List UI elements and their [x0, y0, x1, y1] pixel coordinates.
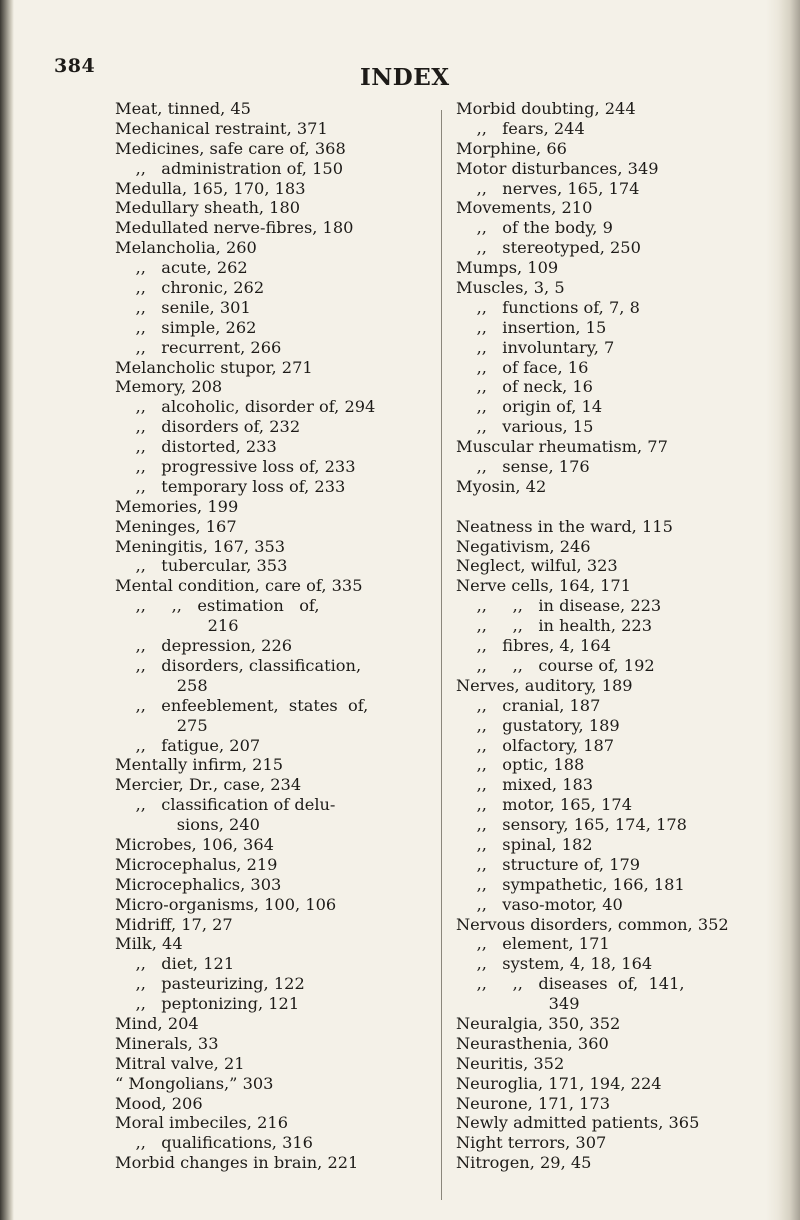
- index-entry: ,, distorted, 233: [115, 437, 277, 457]
- index-entry: ,, olfactory, 187: [456, 735, 615, 755]
- index-entry: ,, element, 171: [456, 934, 610, 954]
- index-entry: ,, acute, 262: [115, 258, 248, 278]
- index-entry: ,, depression, 226: [115, 636, 293, 656]
- index-entry: Negativism, 246: [456, 536, 591, 556]
- index-entry: Mental condition, care of, 335: [115, 576, 363, 596]
- index-entry: ,, fibres, 4, 164: [456, 636, 611, 656]
- index-entry: ,, recurrent, 266: [115, 337, 282, 357]
- index-entry: Morphine, 66: [456, 138, 567, 158]
- index-entry: Microcephalics, 303: [115, 874, 282, 894]
- index-entry: ,, temporary loss of, 233: [115, 476, 346, 496]
- index-entry: ,, disorders, classification,: [115, 655, 362, 675]
- index-entry: Midriff, 17, 27: [115, 914, 233, 934]
- index-entry: Newly admitted patients, 365: [456, 1113, 700, 1133]
- index-entry: ,, of face, 16: [456, 357, 589, 377]
- index-entry: ,, of neck, 16: [456, 377, 593, 397]
- index-entry: Minerals, 33: [115, 1033, 219, 1053]
- index-entry: ,, spinal, 182: [456, 834, 593, 854]
- index-entry: Nerves, auditory, 189: [456, 675, 633, 695]
- index-entry: ,, insertion, 15: [456, 317, 607, 337]
- index-entry: Nitrogen, 29, 45: [456, 1153, 592, 1173]
- index-entry: Neuroglia, 171, 194, 224: [456, 1073, 662, 1093]
- index-entry: ,, sense, 176: [456, 457, 590, 477]
- index-entry: ,, structure of, 179: [456, 854, 641, 874]
- index-entry: ,, ,, diseases of, 141,: [456, 974, 685, 994]
- index-entry: [456, 497, 776, 517]
- index-entry: sions, 240: [115, 815, 260, 835]
- index-entry: ,, qualifications, 316: [115, 1133, 313, 1153]
- index-entry: Milk, 44: [115, 934, 183, 954]
- index-entry: ,, senile, 301: [115, 297, 251, 317]
- index-entry: ,, ,, course of, 192: [456, 655, 655, 675]
- index-entry: Moral imbeciles, 216: [115, 1113, 288, 1133]
- index-entry: Mind, 204: [115, 1013, 199, 1033]
- index-entry: Neurasthenia, 360: [456, 1033, 609, 1053]
- index-entry: Muscular rheumatism, 77: [456, 437, 668, 457]
- index-entry: Mentally infirm, 215: [115, 755, 284, 775]
- index-entry: ,, simple, 262: [115, 317, 257, 337]
- index-column-left: [115, 99, 435, 1173]
- index-entry: Medullated nerve-fibres, 180: [115, 218, 354, 238]
- index-entry: Micro-organisms, 100, 106: [115, 894, 337, 914]
- index-entry: Medulla, 165, 170, 183: [115, 178, 306, 198]
- index-entry: 258: [115, 675, 208, 695]
- index-entry: ,, involuntary, 7: [456, 337, 615, 357]
- index-entry: ,, fears, 244: [456, 118, 585, 138]
- index-entry: Neurone, 171, 173: [456, 1093, 611, 1113]
- index-entry: Mumps, 109: [456, 258, 559, 278]
- index-entry: ,, functions of, 7, 8: [456, 297, 640, 317]
- index-entry: Mitral valve, 21: [115, 1053, 245, 1073]
- index-entry: Meningitis, 167, 353: [115, 536, 286, 556]
- index-entry: ,, origin of, 14: [456, 397, 603, 417]
- index-entry: ,, chronic, 262: [115, 278, 265, 298]
- index-entry: ,, system, 4, 18, 164: [456, 954, 653, 974]
- index-entry: Meat, tinned, 45: [115, 99, 251, 118]
- index-entry: Neuralgia, 350, 352: [456, 1013, 621, 1033]
- index-entry: ,, disorders of, 232: [115, 417, 301, 437]
- index-entry: ,, alcoholic, disorder of, 294: [115, 397, 376, 417]
- index-entry: ,, motor, 165, 174: [456, 795, 632, 815]
- index-entry: ,, ,, in disease, 223: [456, 596, 662, 616]
- index-entry: 349: [456, 994, 580, 1014]
- index-entry: ,, optic, 188: [456, 755, 585, 775]
- index-entry: Muscles, 3, 5: [456, 278, 565, 298]
- index-entry: Neatness in the ward, 115: [456, 516, 673, 536]
- index-entry: 216: [115, 616, 239, 636]
- index-entry: ,, sympathetic, 166, 181: [456, 874, 685, 894]
- index-entry: Neglect, wilful, 323: [456, 556, 618, 576]
- column-divider: [441, 110, 442, 1200]
- index-entry: ,, nerves, 165, 174: [456, 178, 640, 198]
- index-entry: Microcephalus, 219: [115, 854, 278, 874]
- index-entry: Mood, 206: [115, 1093, 203, 1113]
- index-entry: Morbid changes in brain, 221: [115, 1153, 359, 1173]
- index-entry: Nervous disorders, common, 352: [456, 914, 729, 934]
- index-entry: 275: [115, 715, 208, 735]
- index-entry: ,, of the body, 9: [456, 218, 613, 238]
- index-entry: Night terrors, 307: [456, 1133, 607, 1153]
- index-entry: ,, fatigue, 207: [115, 735, 261, 755]
- index-entry: ,, various, 15: [456, 417, 594, 437]
- index-entry: ,, enfeeblement, states of,: [115, 695, 369, 715]
- running-head: INDEX: [360, 64, 450, 91]
- page-shadow-left: [0, 0, 14, 1220]
- index-entry: ,, ,, estimation of,: [115, 596, 320, 616]
- index-entry: ,, peptonizing, 121: [115, 994, 300, 1014]
- index-entry: ,, mixed, 183: [456, 775, 594, 795]
- index-entry: ,, pasteurizing, 122: [115, 974, 305, 994]
- index-entry: “ Mongolians,” 303: [115, 1073, 274, 1093]
- index-entry: ,, progressive loss of, 233: [115, 457, 356, 477]
- index-entry: ,, cranial, 187: [456, 695, 601, 715]
- index-column-right: [456, 99, 776, 1173]
- index-entry: Neuritis, 352: [456, 1053, 565, 1073]
- index-entry: Morbid doubting, 244: [456, 99, 636, 118]
- index-entry: ,, diet, 121: [115, 954, 235, 974]
- index-entry: Memory, 208: [115, 377, 223, 397]
- index-entry: ,, administration of, 150: [115, 158, 343, 178]
- index-entry: ,, classification of delu-: [115, 795, 336, 815]
- index-entry: Medullary sheath, 180: [115, 198, 301, 218]
- index-entry: Movements, 210: [456, 198, 593, 218]
- index-entry: Medicines, safe care of, 368: [115, 138, 346, 158]
- index-entry: ,, vaso-motor, 40: [456, 894, 623, 914]
- index-entry: ,, sensory, 165, 174, 178: [456, 815, 687, 835]
- index-entry: Melancholic stupor, 271: [115, 357, 313, 377]
- index-entry: ,, tubercular, 353: [115, 556, 288, 576]
- index-entry: ,, stereotyped, 250: [456, 238, 641, 258]
- index-entry: Myosin, 42: [456, 476, 547, 496]
- page-number: 384: [54, 55, 96, 77]
- index-entry: Mechanical restraint, 371: [115, 118, 328, 138]
- index-entry: ,, ,, in health, 223: [456, 616, 653, 636]
- index-entry: Microbes, 106, 364: [115, 834, 274, 854]
- index-entry: ,, gustatory, 189: [456, 715, 620, 735]
- index-entry: Nerve cells, 164, 171: [456, 576, 632, 596]
- index-entry: Mercier, Dr., case, 234: [115, 775, 302, 795]
- index-entry: Meninges, 167: [115, 516, 237, 536]
- index-entry: Motor disturbances, 349: [456, 158, 659, 178]
- index-entry: Memories, 199: [115, 496, 239, 516]
- index-entry: Melancholia, 260: [115, 238, 257, 258]
